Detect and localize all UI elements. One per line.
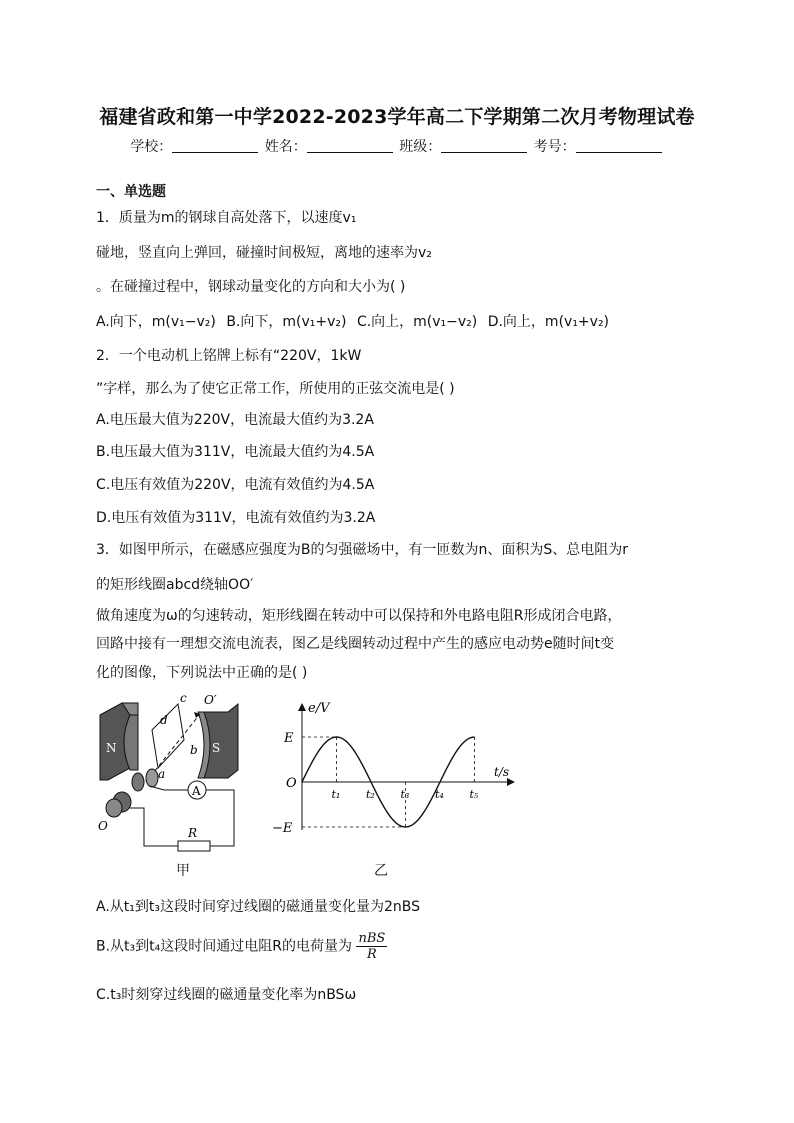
school-label: 学校： (130, 139, 173, 155)
label-s: S (212, 741, 221, 755)
x-axis-label: t/s (494, 765, 510, 779)
q2-option-c[interactable]: C.电压有效值为220V，电流有效值约为4.5A (96, 477, 375, 493)
q1-options (96, 311, 609, 331)
q3-line4: 回路中接有一理想交流电流表，图乙是线圈转动过程中产生的感应电动势e随时间t变 (96, 636, 615, 652)
label-d: d (160, 713, 168, 727)
q1-option-a[interactable]: A.向下，m(v₁−v₂) (96, 314, 216, 330)
wire-right (206, 790, 234, 846)
figure-yi-caption: 乙 (374, 863, 388, 879)
resistor-label: R (188, 826, 198, 840)
positive-peak-label: E (284, 731, 294, 746)
q3-option-a[interactable]: A.从t₁到t₃这段时间穿过线圈的磁通量变化量为2nBS (96, 899, 421, 915)
negative-peak-label: −E (272, 821, 293, 836)
q3-line5: 化的图像，下列说法中正确的是( ) (96, 665, 308, 681)
figure-yi-chart (268, 698, 518, 838)
q2-option-b[interactable]: B.电压最大值为311V，电流最大值约为4.5A (96, 444, 375, 460)
x-tick-label: t₁ (331, 788, 341, 801)
q3-option-c[interactable]: C.t₃时刻穿过线圈的磁通量变化率为nBSω (96, 987, 357, 1003)
origin-label: O (286, 776, 297, 791)
q1-line2: 碰地，竖直向上弹回，碰撞时间极短，离地的速率为v₂ (96, 245, 432, 261)
class-blank[interactable] (441, 138, 527, 153)
y-axis-label: e/V (308, 701, 330, 716)
fraction-numerator: nBS (358, 931, 386, 946)
q2-line1: 2．一个电动机上铭牌上标有“220V，1kW (96, 348, 362, 364)
label-o-prime: O′ (204, 693, 217, 707)
wire-bottom-left (130, 808, 178, 846)
ammeter-label: A (192, 784, 201, 798)
name-label: 姓名： (264, 139, 307, 155)
x-tick-label: t₄ (435, 788, 444, 801)
student-info-line (0, 136, 794, 156)
exam-no-label: 考号： (533, 139, 576, 155)
class-label: 班级： (399, 139, 442, 155)
label-o: O (98, 819, 108, 833)
slip-ring-1 (146, 769, 158, 787)
q3-option-b[interactable] (96, 931, 387, 962)
q3-option-b-text: B.从t₃到t₄这段时间通过电阻R的电荷量为 (96, 938, 352, 955)
q1-option-c[interactable]: C.向上，m(v₁−v₂) (356, 314, 478, 330)
page-title: 福建省政和第一中学2022-2023学年高二下学期第二次月考物理试卷 (99, 106, 695, 128)
q3-line2: 的矩形线圈abcd绕轴OO′ (96, 577, 254, 593)
name-blank[interactable] (307, 138, 393, 153)
q2-option-d[interactable]: D.电压有效值为311V，电流有效值约为3.2A (96, 510, 376, 526)
q3-line1: 3．如图甲所示，在磁感应强度为B的匀强磁场中，有一匝数为n、面积为S、总电阻为r (96, 542, 629, 558)
school-blank[interactable] (172, 138, 258, 153)
q2-option-a[interactable]: A.电压最大值为220V，电流最大值约为3.2A (96, 412, 374, 428)
q3-option-b-fraction (356, 931, 387, 962)
slip-ring-2 (132, 773, 144, 791)
x-tick-label: t₂ (366, 788, 375, 801)
q1-line3: 。在碰撞过程中，钢球动量变化的方向和大小为( ) (96, 279, 406, 295)
brush-2 (106, 799, 122, 817)
section-title: 一、单选题 (96, 184, 166, 200)
exam-no-blank[interactable] (576, 138, 662, 153)
resistor-symbol (178, 841, 210, 851)
q1-line1: 1．质量为m的钢球自高处落下，以速度v₁ (96, 210, 357, 226)
label-c: c (180, 691, 187, 705)
wire-top-left (150, 786, 188, 790)
label-b: b (190, 743, 198, 757)
q2-line2: ”字样，那么为了使它正常工作，所使用的正弦交流电是( ) (96, 381, 455, 397)
x-tick-label: t₅ (469, 788, 479, 801)
x-tick-label: t₃ (400, 788, 410, 801)
q1-option-d[interactable]: D.向上，m(v₁+v₂) (487, 314, 610, 330)
fraction-denominator: R (366, 947, 377, 962)
label-a: a (158, 767, 166, 781)
figure-jia-caption: 甲 (176, 863, 190, 879)
coil-frame (152, 704, 184, 768)
q1-option-b[interactable]: B.向下，m(v₁+v₂) (226, 314, 347, 330)
figure-jia (92, 690, 252, 862)
label-n: N (106, 741, 117, 755)
q3-line3: 做角速度为ω的匀速转动，矩形线圈在转动中可以保持和外电路电阻R形成闭合电路， (96, 608, 622, 624)
